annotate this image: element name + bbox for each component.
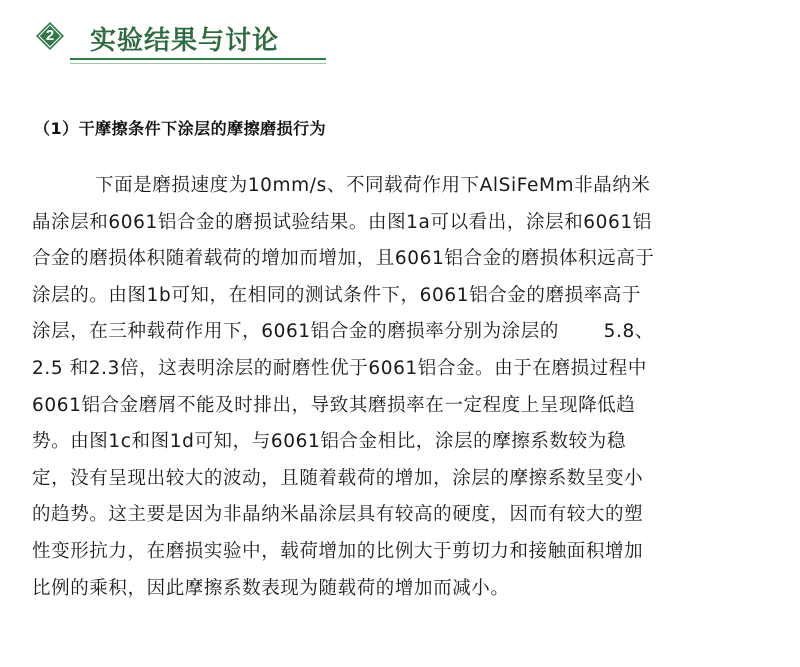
header-underline-secondary	[70, 63, 326, 64]
section-number-badge	[36, 22, 64, 50]
paragraph-line: 下面是磨损速度为10mm/s、不同载荷作用下AlSiFeMm非晶纳米	[95, 175, 651, 196]
paragraph-line: 势。由图1c和图1d可知，与6061铝合金相比，涂层的摩擦系数较为稳	[32, 431, 626, 453]
section-title: 实验结果与讨论	[90, 26, 280, 56]
paragraph-line: 6061铝合金磨屑不能及时排出，导致其磨损率在一定程度上呈现降低趋	[32, 394, 636, 416]
paragraph-line: 晶涂层和6061铝合金的磨损试验结果。由图1a可以看出，涂层和6061铝	[32, 211, 652, 233]
paragraph-line: 合金的磨损体积随着载荷的增加而增加，且6061铝合金的磨损体积远高于	[32, 248, 655, 270]
paragraph-line: 涂层，在三种载荷作用下，6061铝合金的磨损率分别为涂层的 5.8、	[32, 321, 654, 343]
paragraph-line: 的趋势。这主要是因为非晶纳米晶涂层具有较高的硬度，因而有较大的塑	[32, 504, 644, 526]
section-number: 2	[45, 27, 55, 44]
section-header	[28, 8, 304, 64]
subsection-heading: （1）干摩擦条件下涂层的摩擦磨损行为	[34, 119, 327, 138]
paragraph-line: 涂层的。由图1b可知，在相同的测试条件下，6061铝合金的磨损率高于	[32, 284, 641, 306]
body-paragraph	[32, 168, 770, 607]
paragraph-line: 比例的乘积，因此摩擦系数表现为随载荷的增加而减小。	[32, 577, 510, 599]
paragraph-line: 性变形抗力，在磨损实验中，载荷增加的比例大于剪切力和接触面积增加	[32, 540, 644, 562]
paragraph-line: 2.5 和2.3倍，这表明涂层的耐磨性优于6061铝合金。由于在磨损过程中	[32, 357, 648, 379]
paragraph-line: 定，没有呈现出较大的波动，且随着载荷的增加，涂层的摩擦系数呈变小	[32, 467, 644, 489]
header-underline	[70, 58, 326, 60]
